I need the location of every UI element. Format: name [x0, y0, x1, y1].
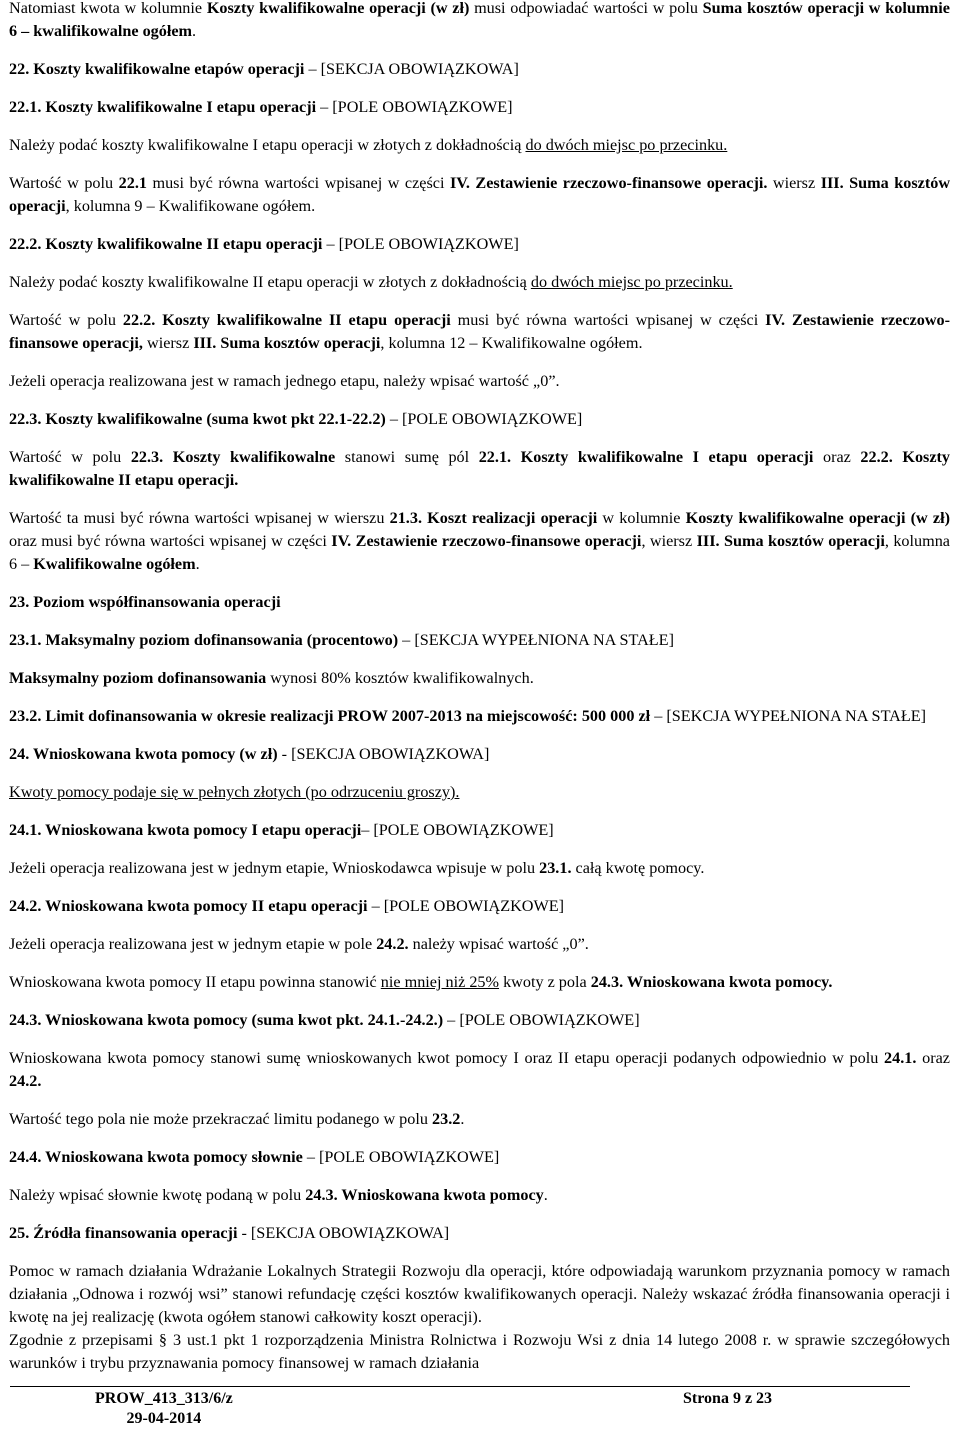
- paragraph: [9, 233, 950, 256]
- paragraph: [9, 819, 950, 842]
- text-run: wiersz: [142, 334, 194, 352]
- text-run: – [SEKCJA WYPEŁNIONA NA STAŁE]: [650, 707, 927, 725]
- footer-date: 29-04-2014: [126, 1410, 202, 1427]
- text-run: , kolumna 6 –: [9, 532, 950, 573]
- text-run: , kolumna 12 – Kwalifikowalne ogółem.: [380, 334, 643, 352]
- paragraph: [9, 96, 950, 119]
- bold-text-run: w kolumnie 6 – kwalifikowalne ogółem: [9, 0, 950, 40]
- text-run: - [SEKCJA OBOWIĄZKOWA]: [277, 745, 490, 763]
- bold-text-run: IV. Zestawienie rzeczowo-finansowe operacji: [331, 532, 642, 550]
- footer-divider: [10, 1386, 910, 1387]
- bold-text-run: 22.1. Koszty kwalifikowalne I etapu operacji: [9, 98, 317, 116]
- paragraph: [9, 1009, 950, 1032]
- bold-text-run: 23. Poziom współfinansowania operacji: [9, 593, 281, 611]
- text-run: stanowi sumę pól: [335, 448, 479, 466]
- text-run: – [POLE OBOWIĄZKOWE]: [443, 1011, 640, 1029]
- bold-text-run: 24.4. Wnioskowana kwota pomocy słownie: [9, 1148, 303, 1166]
- text-run: .: [543, 1186, 548, 1204]
- paragraph: [9, 172, 950, 218]
- bold-text-run: 24.2. Wnioskowana kwota pomocy II etapu operacji: [9, 897, 368, 915]
- text-run: oraz: [813, 448, 861, 466]
- bold-text-run: Suma kosztów operacji: [702, 0, 865, 17]
- bold-text-run: 24.2.: [376, 935, 409, 953]
- text-run: Wartość w polu: [9, 174, 119, 192]
- paragraph: [9, 1184, 950, 1207]
- paragraph: [9, 743, 950, 766]
- text-run: – [SEKCJA WYPEŁNIONA NA STAŁE]: [398, 631, 674, 649]
- text-run: oraz: [916, 1049, 950, 1067]
- paragraph: [9, 507, 950, 576]
- text-run: , wiersz: [641, 532, 697, 550]
- bold-text-run: 24.1. Wnioskowana kwota pomocy I etapu operacji: [9, 821, 362, 839]
- paragraph: [9, 0, 950, 43]
- text-run: Wnioskowana kwota pomocy II etapu powinna stanowić: [9, 973, 381, 991]
- underlined-text-run: Kwoty pomocy podaje się w pełnych złotych (po odrzuceniu groszy).: [9, 783, 460, 801]
- bold-text-run: 23.1. Maksymalny poziom dofinansowania (procentowo): [9, 631, 399, 649]
- text-run: Zgodnie z przepisami § 3 ust.1 pkt 1 rozporządzenia Ministra Rolnictwa i Rozwoju Wsi z dnia 14 lutego 2008 r. w sprawie szczegółowych warunków i trybu przyznawania pomocy finansowej w ramach działania: [9, 1331, 950, 1372]
- paragraph: [9, 667, 950, 690]
- bold-text-run: 22.1: [118, 174, 147, 192]
- text-run: Jeżeli operacja realizowana jest w ramach jednego etapu, należy wpisać wartość „0”.: [9, 372, 560, 390]
- bold-text-run: III.: [193, 334, 217, 352]
- text-run: Należy podać koszty kwalifikowalne II etapu operacji w złotych z dokładnością: [9, 273, 531, 291]
- paragraph: [9, 895, 950, 918]
- text-run: .: [460, 1110, 465, 1128]
- paragraph: [9, 134, 950, 157]
- bold-text-run: 22. Koszty kwalifikowalne etapów operacji: [9, 60, 305, 78]
- bold-text-run: 22.2. Koszty kwalifikowalne II etapu operacji.: [9, 448, 951, 489]
- text-run: .: [195, 555, 200, 573]
- text-run: – [POLE OBOWIĄZKOWE]: [385, 410, 583, 428]
- paragraph: [9, 857, 950, 880]
- text-run: należy wpisać wartość „0”.: [408, 935, 589, 953]
- bold-text-run: Koszty kwalifikowalne operacji (w zł): [206, 0, 470, 17]
- paragraph: [9, 271, 950, 294]
- paragraph: [9, 629, 950, 652]
- text-run: – [POLE OBOWIĄZKOWE]: [322, 235, 519, 253]
- text-run: - [SEKCJA OBOWIĄZKOWA]: [237, 1224, 450, 1242]
- text-run: w kolumnie: [597, 509, 686, 527]
- bold-text-run: Koszty kwalifikowalne operacji (w zł): [685, 509, 950, 527]
- bold-text-run: III.: [820, 174, 844, 192]
- text-run: oraz musi być równa wartości wpisanej w części: [9, 532, 332, 550]
- bold-text-run: 23.1.: [539, 859, 572, 877]
- text-run: Pomoc w ramach działania Wdrażanie Lokalnych Strategii Rozwoju dla operacji, które odpowiadają warunkom przyznania pomocy w ramach działania „Odnowa i rozwój wsi” stanowi refundację części kosztów kwalifikowanych operacji. Należy wskazać źródła finansowania operacji i kwotę na jej realizację (kwota ogółem stanowi całkowity koszt operacji).: [9, 1262, 950, 1326]
- text-run: musi być równa wartości wpisanej w części: [450, 311, 766, 329]
- text-run: Jeżeli operacja realizowana jest w jednym etapie, Wnioskodawca wpisuje w polu: [9, 859, 540, 877]
- bold-text-run: 21.3. Koszt realizacji operacji: [389, 509, 598, 527]
- paragraph: [9, 446, 950, 492]
- text-run: Należy podać koszty kwalifikowalne I etapu operacji w złotych z dokładnością: [9, 136, 526, 154]
- paragraph: [9, 781, 950, 804]
- text-run: Wartość w polu: [9, 311, 123, 329]
- paragraph: [9, 1222, 950, 1245]
- paragraph: [9, 309, 950, 355]
- text-run: – [SEKCJA OBOWIĄZKOWA]: [304, 60, 519, 78]
- document-body: [9, 0, 950, 1375]
- paragraph: [9, 971, 950, 994]
- text-run: Należy wpisać słownie kwotę podaną w polu: [9, 1186, 306, 1204]
- text-run: kwoty z pola: [499, 973, 591, 991]
- paragraph: [9, 1329, 950, 1375]
- bold-text-run: 23.2. Limit dofinansowania w okresie realizacji PROW 2007-2013 na miejscowość: 500 000 zł: [9, 707, 651, 725]
- bold-text-run: 24.3. Wnioskowana kwota pomocy.: [590, 973, 833, 991]
- paragraph: [9, 1146, 950, 1169]
- text-run: wiersz: [767, 174, 821, 192]
- footer-doc-info: [95, 1389, 233, 1429]
- bold-text-run: IV. Zestawienie rzeczowo-finansowe operacji.: [449, 174, 768, 192]
- bold-text-run: 24.3. Wnioskowana kwota pomocy (suma kwot pkt. 24.1.-24.2.): [9, 1011, 444, 1029]
- bold-text-run: 24.3. Wnioskowana kwota pomocy: [305, 1186, 544, 1204]
- text-run: Jeżeli operacja realizowana jest w jednym etapie w pole: [9, 935, 377, 953]
- bold-text-run: 24.1.: [884, 1049, 917, 1067]
- bold-text-run: Maksymalny poziom dofinansowania: [9, 669, 267, 687]
- bold-text-run: 22.2. Koszty kwalifikowalne II etapu operacji: [122, 311, 451, 329]
- bold-text-run: Suma kosztów operacji: [9, 174, 951, 215]
- text-run: całą kwotę pomocy.: [571, 859, 705, 877]
- text-run: Wartość w polu: [9, 448, 131, 466]
- underlined-text-run: nie mniej niż 25%: [380, 973, 500, 991]
- underlined-text-run: do dwóch miejsc po przecinku.: [530, 273, 733, 291]
- paragraph: [9, 58, 950, 81]
- bold-text-run: 22.3. Koszty kwalifikowalne: [130, 448, 336, 466]
- text-run: wynosi 80% kosztów kwalifikowalnych.: [266, 669, 534, 687]
- text-run: musi odpowiadać wartości w polu: [469, 0, 703, 17]
- paragraph: [9, 591, 950, 614]
- paragraph: [9, 1108, 950, 1131]
- bold-text-run: Suma kosztów operacji: [724, 532, 885, 550]
- bold-text-run: IV. Zestawienie rzeczowo-finansowe operacji,: [9, 311, 950, 352]
- paragraph: [9, 705, 950, 728]
- text-run: Wartość tego pola nie może przekraczać limitu podanego w polu: [9, 1110, 433, 1128]
- text-run: , kolumna 9 – Kwalifikowane ogółem.: [65, 197, 316, 215]
- text-run: Wnioskowana kwota pomocy stanowi sumę wnioskowanych kwot pomocy I oraz II etapu operacji podanych odpowiednio w polu: [9, 1049, 885, 1067]
- bold-text-run: 22.3. Koszty kwalifikowalne (suma kwot pkt 22.1-22.2): [9, 410, 386, 428]
- text-run: musi być równa wartości wpisanej w części: [146, 174, 450, 192]
- bold-text-run: 24. Wnioskowana kwota pomocy (w zł): [9, 745, 278, 763]
- bold-text-run: 23.2: [432, 1110, 461, 1128]
- paragraph: [9, 408, 950, 431]
- text-run: .: [192, 22, 197, 40]
- paragraph: [9, 370, 950, 393]
- paragraph: [9, 1260, 950, 1329]
- bold-text-run: 24.2.: [9, 1072, 42, 1090]
- bold-text-run: Kwalifikowalne ogółem: [33, 555, 196, 573]
- bold-text-run: Suma kosztów operacji: [220, 334, 381, 352]
- footer-doc-code: PROW_413_313/6/z: [95, 1390, 233, 1407]
- text-run: Natomiast kwota w kolumnie: [9, 0, 207, 17]
- text-run: Wartość ta musi być równa wartości wpisanej w wierszu: [9, 509, 390, 527]
- bold-text-run: 22.2. Koszty kwalifikowalne II etapu operacji: [9, 235, 323, 253]
- footer-page-number: Strona 9 z 23: [683, 1390, 773, 1407]
- bold-text-run: III.: [696, 532, 720, 550]
- text-run: – [POLE OBOWIĄZKOWE]: [302, 1148, 500, 1166]
- paragraph: [9, 1047, 950, 1093]
- text-run: – [POLE OBOWIĄZKOWE]: [361, 821, 554, 839]
- underlined-text-run: do dwóch miejsc po przecinku.: [525, 136, 728, 154]
- text-run: – [POLE OBOWIĄZKOWE]: [316, 98, 513, 116]
- bold-text-run: 25. Źródła finansowania operacji: [9, 1224, 238, 1242]
- bold-text-run: 22.1. Koszty kwalifikowalne I etapu operacji: [478, 448, 814, 466]
- text-run: – [POLE OBOWIĄZKOWE]: [367, 897, 565, 915]
- paragraph: [9, 933, 950, 956]
